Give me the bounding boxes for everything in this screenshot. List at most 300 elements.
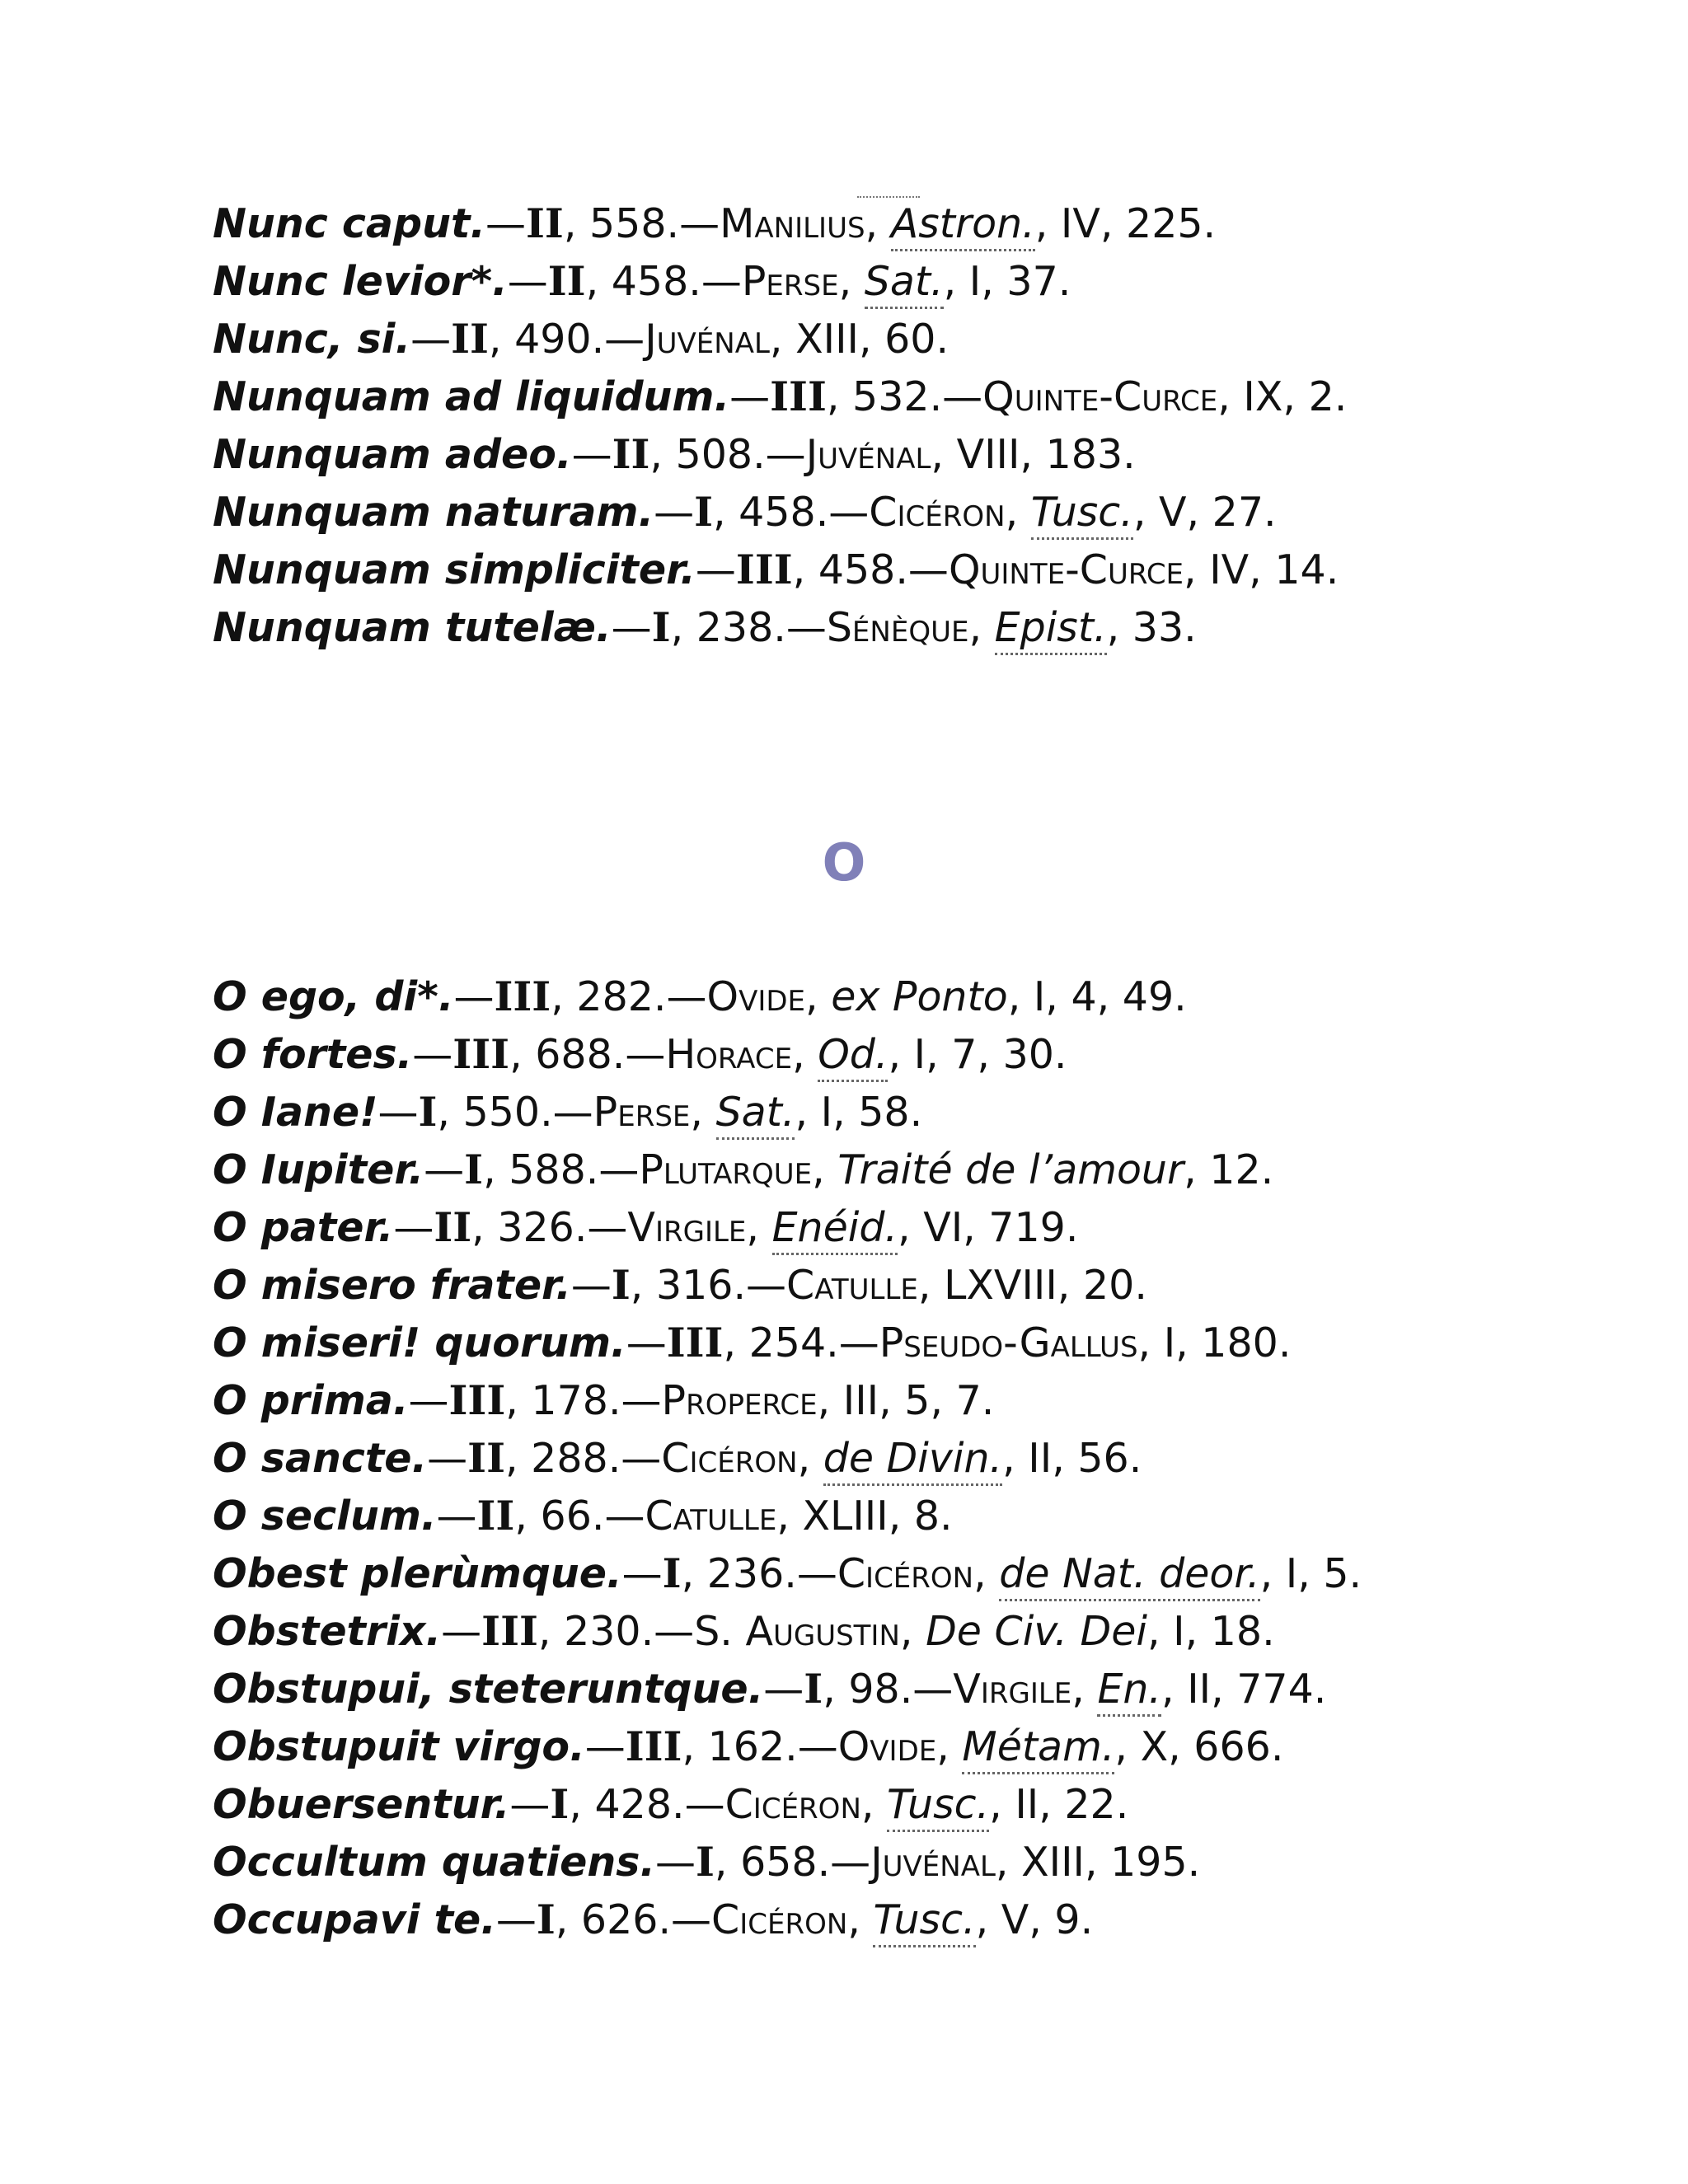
separator: . [1123,431,1136,478]
separator: , [943,258,969,305]
index-entry [213,1544,1531,1602]
entry-reference: I, 18 [1173,1608,1263,1655]
entry-reference: IV, 225 [1060,200,1203,247]
entry-author: Horace [665,1031,793,1078]
entry-page: 558 [589,200,667,247]
separator: .— [826,1319,879,1366]
entry-reference: II, 774 [1187,1666,1314,1713]
entry-volume: III [481,1607,538,1655]
entry-reference: I, 7, 30 [913,1031,1054,1078]
separator: , [649,431,676,478]
separator: — [509,1781,551,1828]
entry-work: En. [1097,1666,1161,1717]
separator: . [1264,489,1277,536]
separator: , [776,1493,803,1540]
separator: .— [785,1723,838,1770]
separator: — [621,1550,663,1597]
entry-author: Juvénal [870,1839,996,1886]
entry-reference: I, 58 [820,1089,910,1136]
entry-volume: I [662,1549,682,1597]
separator: . [1184,604,1197,651]
separator: , [995,1839,1022,1886]
entry-work: Sat. [716,1089,795,1140]
entry-page: 238 [696,604,774,651]
separator: , [817,1377,843,1424]
separator: .— [753,431,806,478]
entry-incipit: Nunc caput. [213,200,485,247]
index-entry [213,1775,1531,1833]
separator: .— [688,258,742,305]
entry-work: Od. [818,1031,888,1082]
entry-author: Ovide [837,1723,937,1770]
entry-reference: V, 27 [1158,489,1264,536]
separator: , [1106,604,1132,651]
separator: — [570,1262,612,1309]
separator: , [1034,200,1061,247]
separator: , [860,1781,888,1828]
separator: , [1259,1550,1286,1597]
separator: .— [612,1031,666,1078]
separator: .— [607,1435,662,1482]
separator: , [792,546,818,593]
entry-incipit: Nunc levior*. [213,258,508,305]
index-entry [213,541,1531,598]
entry-page: 626 [580,1896,659,1943]
separator: , [797,1435,823,1482]
separator: . [1065,1204,1079,1251]
entry-author: Juvénal [805,431,931,478]
entry-incipit: Obuersentur. [213,1781,510,1828]
entry-volume: II [434,1203,472,1251]
index-entry [213,1314,1531,1371]
entry-author: Catulle [645,1493,777,1540]
separator: . [1262,1608,1275,1655]
entry-author: Manilius [720,200,865,247]
entry-incipit: Nunquam simpliciter. [213,546,696,593]
entry-incipit: Obstupui, steteruntque. [213,1666,764,1713]
separator: , [514,1493,541,1540]
index-entry [213,310,1531,368]
index-entry [213,368,1531,425]
entry-reference: IX, 2 [1243,373,1334,420]
separator: . [1134,1262,1147,1309]
entry-author: Properce [661,1377,818,1424]
separator: , [585,258,612,305]
entry-author: Catulle [786,1262,918,1309]
separator: , [563,200,589,247]
separator: , [1071,1666,1098,1713]
entry-work: Enéid. [772,1204,898,1255]
entry-reference: VI, 719 [923,1204,1066,1251]
entry-page: 532 [852,373,930,420]
entry-incipit: Nunquam naturam. [213,489,654,536]
separator: .— [929,373,983,420]
index-entry [213,483,1531,541]
separator: , [847,1896,874,1943]
entry-reference: I, 37 [968,258,1058,305]
entry-reference: II, 56 [1028,1435,1129,1482]
separator: — [495,1896,537,1943]
index-entry [213,425,1531,483]
separator: , [888,1031,914,1078]
separator: — [441,1608,482,1655]
separator: , [931,431,957,478]
separator: — [611,604,652,651]
separator: , [1184,1146,1210,1193]
index-entry [213,1371,1531,1429]
entry-work: Métam. [962,1723,1114,1774]
entry-incipit: Nunquam ad liquidum. [213,373,730,420]
entry-work: Traité de l’amour [837,1146,1184,1193]
entry-page: 658 [740,1839,818,1886]
separator: . [1057,258,1071,305]
index-entry [213,1833,1531,1891]
entry-incipit: Obstupuit virgo. [213,1723,585,1770]
entry-work: Epist. [995,604,1107,655]
separator: . [1053,1031,1067,1078]
entry-reference: XLIII, 8 [802,1493,940,1540]
entry-work: Tusc. [873,1896,975,1947]
entry-incipit: O ego, di*. [213,973,454,1020]
index-entry [213,194,1531,252]
separator: , [714,1839,741,1886]
separator: , [1137,1319,1164,1366]
entry-volume: III [448,1376,506,1424]
separator: , [630,1262,656,1309]
entry-author: Quinte-Curce [982,373,1218,420]
separator: — [410,316,452,363]
separator: , [505,1435,532,1482]
index-entry [213,1487,1531,1544]
separator: .— [607,1377,662,1424]
separator: . [1348,1550,1362,1597]
entry-page: 458 [818,546,896,593]
separator: , [1184,546,1210,593]
entry-incipit: O Iupiter. [213,1146,424,1193]
separator: , [769,316,796,363]
entry-incipit: O Iane! [213,1089,378,1136]
separator: .— [784,1550,837,1597]
separator: . [935,316,950,363]
entry-page: 288 [531,1435,608,1482]
separator: , [690,1089,716,1136]
separator: , [681,1550,707,1597]
separator: , [838,258,865,305]
index-entry [213,1602,1531,1660]
entry-incipit: Nunquam tutelæ. [213,604,612,651]
separator: — [408,1377,449,1424]
separator: .— [899,1666,954,1713]
entry-page: 490 [514,316,592,363]
entry-reference: III, 5, 7 [842,1377,982,1424]
entry-author: Virgile [627,1204,747,1251]
entry-author: Virgile [953,1666,1072,1713]
entry-page: 254 [748,1319,827,1366]
entry-author: Cicéron [724,1781,861,1828]
index-entry [213,1083,1531,1141]
separator: , [823,1666,849,1713]
entry-volume: II [526,199,564,247]
entry-page: 178 [531,1377,608,1424]
entry-incipit: Nunc, si. [213,316,411,363]
entry-volume: III [770,373,827,420]
separator: . [1270,1723,1284,1770]
entry-author: Quinte-Curce [948,546,1184,593]
separator: , [1132,489,1159,536]
separator: , [1217,373,1244,420]
separator: , [792,1031,818,1078]
separator: , [746,1204,772,1251]
entry-page: 282 [576,973,654,1020]
separator: , [1007,973,1034,1020]
entry-author: Cicéron [869,489,1006,536]
entry-incipit: Obstetrix. [213,1608,442,1655]
index-entry [213,1429,1531,1487]
separator: , [795,1089,821,1136]
entry-author: Cicéron [661,1435,798,1482]
separator: . [909,1089,923,1136]
entry-volume: I [804,1665,823,1713]
entry-volume: I [611,1261,631,1309]
separator: . [981,1377,995,1424]
index-entry [213,252,1531,310]
entry-reference: I, 5 [1285,1550,1349,1597]
separator: , [569,1781,595,1828]
entry-reference: I, 180 [1163,1319,1278,1366]
entry-incipit: Occultum quatiens. [213,1839,655,1886]
entry-incipit: Obest plerùmque. [213,1550,622,1597]
entry-author: S. Augustin [694,1608,900,1655]
separator: , [483,1146,509,1193]
entry-work: De Civ. Dei [926,1608,1147,1655]
separator: .— [585,1146,640,1193]
entry-author: Plutarque [639,1146,813,1193]
entry-volume: III [494,972,551,1020]
separator: — [584,1723,626,1770]
entry-volume: I [550,1780,570,1828]
entry-page: 236 [706,1550,785,1597]
separator: , [509,1031,536,1078]
entry-reference: I, 4, 49 [1033,973,1175,1020]
separator: .— [817,1839,871,1886]
separator: , [1114,1723,1141,1770]
entry-reference: XIII, 195 [1021,1839,1188,1886]
entry-reference: 12 [1209,1146,1261,1193]
entry-reference: XIII, 60 [795,316,936,363]
entry-reference: X, 666 [1140,1723,1271,1770]
separator: , [723,1319,749,1366]
entry-incipit: O misero frater. [213,1262,571,1309]
separator: . [1187,1839,1201,1886]
separator: — [507,258,548,305]
separator: , [1005,489,1031,536]
entry-volume: I [536,1896,556,1943]
separator: .— [653,973,707,1020]
separator: , [865,200,891,247]
entry-incipit: O sancte. [213,1435,428,1482]
separator: .— [658,1896,712,1943]
separator: , [936,1723,963,1770]
entry-reference: LXVIII, 20 [944,1262,1135,1309]
entry-incipit: O miseri! quorum. [213,1319,626,1366]
entry-volume: I [464,1146,484,1193]
entry-incipit: O prima. [213,1377,409,1424]
entry-work: Tusc. [887,1781,989,1832]
separator: , [898,1204,924,1251]
separator: .— [895,546,949,593]
index-entry [213,1025,1531,1083]
separator: .— [666,200,720,247]
entry-page: 230 [564,1608,641,1655]
separator: .— [540,1089,593,1136]
index-entry [213,968,1531,1025]
separator: , [555,1896,581,1943]
separator: , [488,316,515,363]
entry-volume: II [476,1492,515,1540]
separator: .— [591,1493,645,1540]
index-entry [213,1891,1531,1948]
entry-incipit: O seclum. [213,1493,437,1540]
index-entry [213,1141,1531,1198]
separator: . [1128,1435,1142,1482]
separator: . [1260,1146,1274,1193]
separator: , [1147,1608,1174,1655]
separator: — [571,431,612,478]
separator: .— [733,1262,787,1309]
separator: .— [591,316,645,363]
entry-author: Cicéron [837,1550,974,1597]
entry-work: ex Ponto [831,973,1008,1020]
separator: . [940,1493,953,1540]
entry-incipit: O pater. [213,1204,394,1251]
separator: , [682,1723,708,1770]
entry-volume: III [735,546,793,593]
separator: , [805,973,832,1020]
entry-page: 316 [655,1262,734,1309]
entry-volume: III [666,1319,724,1366]
index-entries-o [213,968,1531,1948]
separator: , [537,1608,565,1655]
entry-reference: IV, 14 [1209,546,1326,593]
separator: — [485,200,526,247]
separator: , [551,973,577,1020]
separator: .— [815,489,870,536]
entry-volume: I [418,1088,438,1136]
entry-volume: II [467,1434,505,1482]
entry-incipit: Nunquam adeo. [213,431,572,478]
separator: . [1203,200,1217,247]
index-entry [213,598,1531,656]
separator: .— [640,1608,695,1655]
separator: — [453,973,495,1020]
entry-volume: I [651,603,671,651]
entry-reference: II, 22 [1015,1781,1116,1828]
separator: — [654,489,695,536]
separator: — [427,1435,468,1482]
separator: — [763,1666,804,1713]
entry-author: Ovide [706,973,806,1020]
separator: . [1174,973,1187,1020]
entry-volume: III [625,1722,682,1770]
index-entry [213,1198,1531,1256]
separator: , [812,1146,838,1193]
separator: . [1334,373,1348,420]
entry-author: Sénèque [826,604,969,651]
entry-page: 162 [707,1723,785,1770]
entry-incipit: Occupavi te. [213,1896,496,1943]
separator: — [436,1493,477,1540]
entry-page: 458 [738,489,816,536]
separator: . [1115,1781,1129,1828]
entry-author: Cicéron [711,1896,848,1943]
separator: , [471,1204,498,1251]
entry-author: Pseudo-Gallus [879,1319,1138,1366]
separator: , [670,604,696,651]
entry-volume: II [547,257,586,305]
separator: , [437,1089,463,1136]
separator: , [975,1896,1001,1943]
separator: . [1278,1319,1292,1366]
entry-reference: V, 9 [1001,1896,1081,1943]
separator: — [412,1031,453,1078]
separator: , [713,489,739,536]
entry-reference: 33 [1132,604,1184,651]
separator: , [917,1262,945,1309]
separator: , [1161,1666,1188,1713]
entry-page: 66 [540,1493,592,1540]
index-entry [213,1256,1531,1314]
separator: — [729,373,771,420]
entry-page: 688 [535,1031,612,1078]
index-entry [213,1718,1531,1775]
entry-volume: II [612,430,650,478]
entry-page: 326 [497,1204,574,1251]
separator: — [695,546,736,593]
entry-page: 428 [594,1781,673,1828]
separator: .— [672,1781,725,1828]
separator: , [989,1781,1015,1828]
separator: . [1313,1666,1327,1713]
separator: , [1002,1435,1029,1482]
entry-volume: I [696,1838,715,1886]
entry-volume: II [451,315,489,363]
entry-page: 458 [611,258,689,305]
separator: , [505,1377,532,1424]
entry-work: de Divin. [823,1435,1002,1486]
entry-author: Perse [593,1089,691,1136]
entry-work: de Nat. deor. [999,1550,1259,1601]
separator: . [1080,1896,1094,1943]
separator: — [393,1204,434,1251]
separator: — [377,1089,419,1136]
separator: , [826,373,853,420]
separator: — [626,1319,667,1366]
separator: , [973,1550,1000,1597]
entry-work: Astron. [891,200,1035,251]
entry-page: 98 [848,1666,900,1713]
entry-incipit: O fortes. [213,1031,413,1078]
entry-page: 550 [462,1089,541,1136]
separator: — [655,1839,696,1886]
separator: , [899,1608,926,1655]
section-letter-heading: O [822,832,866,893]
entry-volume: III [452,1030,510,1078]
entry-work: Sat. [865,258,944,309]
entry-volume: I [694,488,713,536]
separator: .— [574,1204,628,1251]
index-entry [213,1660,1531,1718]
entry-page: 508 [675,431,753,478]
